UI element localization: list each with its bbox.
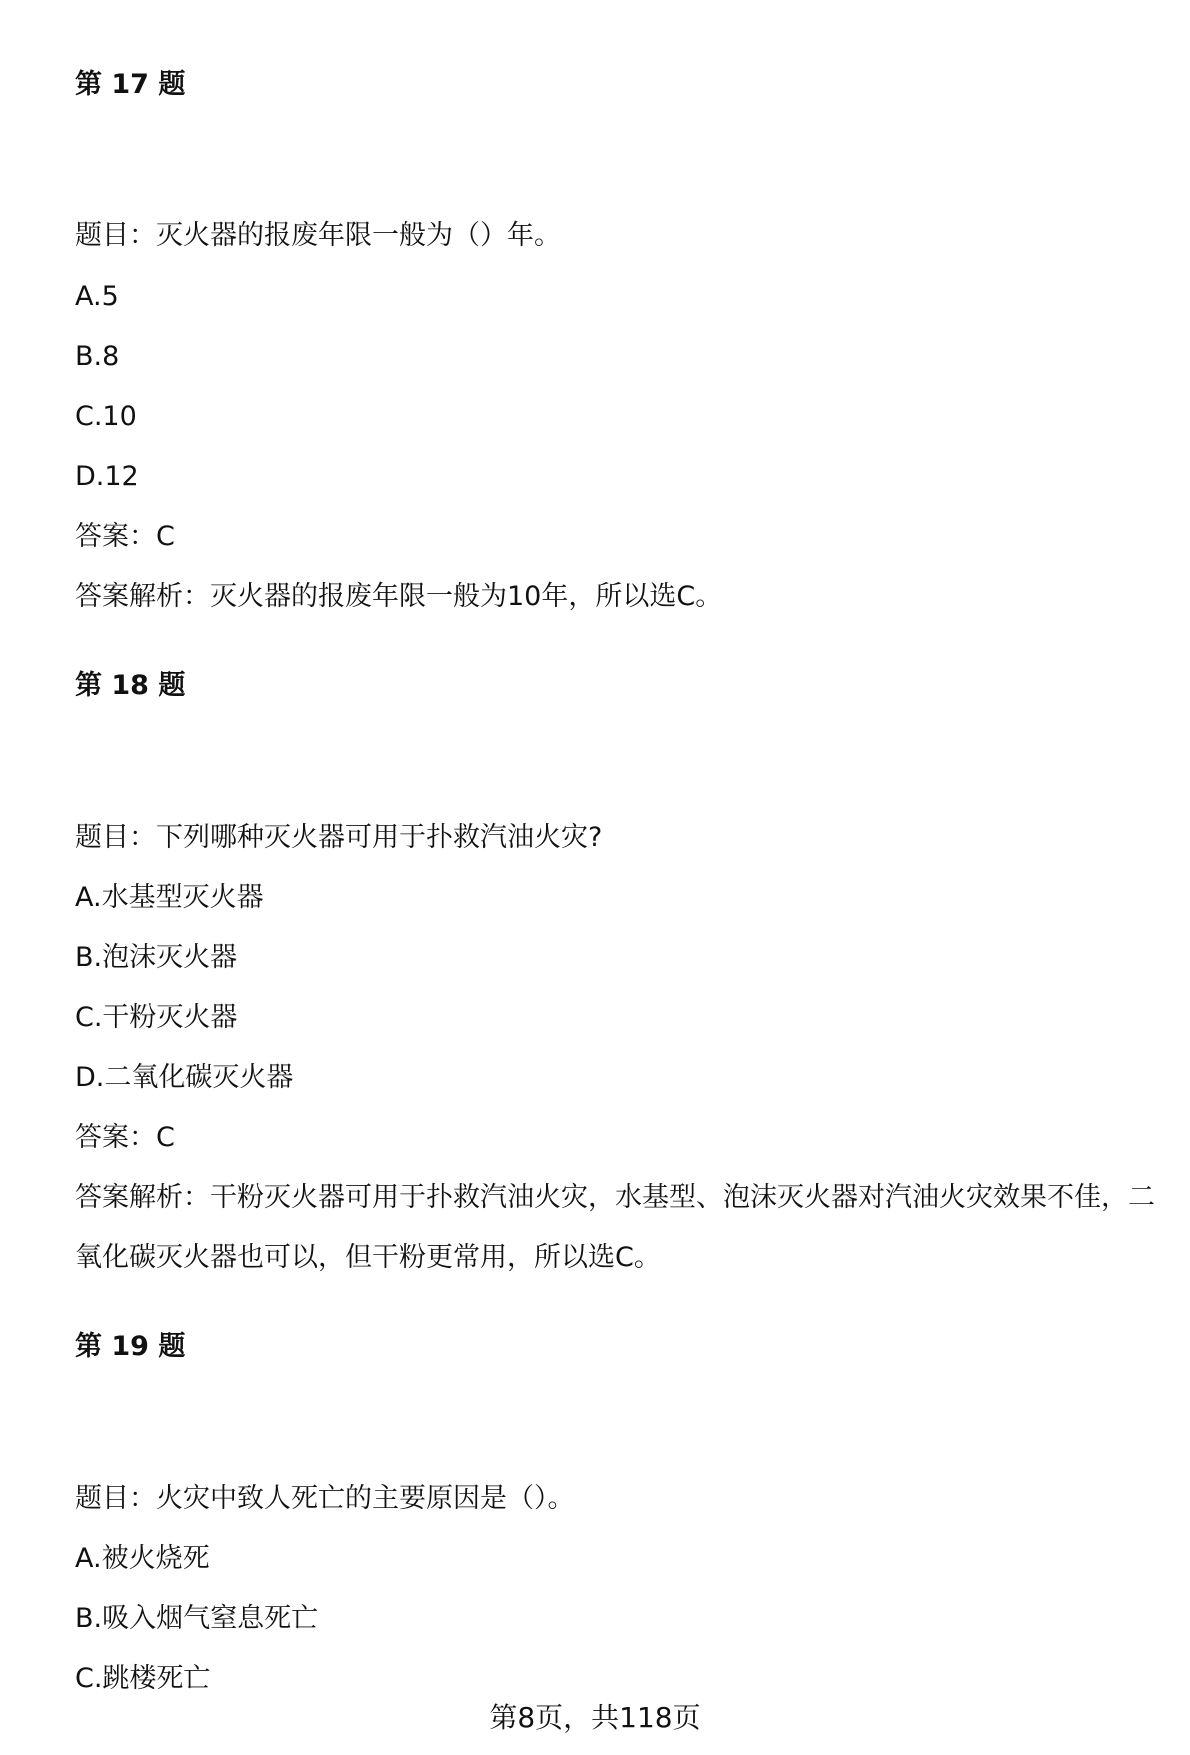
question-18-option-c: C.干粉灭火器: [75, 1002, 238, 1033]
page-number-footer: 第8页，共118页: [489, 1701, 701, 1734]
question-17-option-c: C.10: [75, 401, 137, 432]
question-17-answer: 答案：C: [75, 521, 175, 552]
question-19-heading: 第 19 题: [75, 1331, 186, 1362]
question-19-option-b: B.吸入烟气窒息死亡: [75, 1603, 319, 1634]
question-17-explanation: 答案解析：灭火器的报废年限一般为10年，所以选C。: [75, 581, 723, 612]
question-18-stem: 题目：下列哪种灭火器可用于扑救汽油火灾?: [75, 822, 603, 853]
question-18-explanation: 答案解析：干粉灭火器可用于扑救汽油火灾，水基型、泡沫灭火器对汽油火灾效果不佳，二氧化碳灭火器也可以，但干粉更常用，所以选C。: [75, 1182, 1155, 1273]
question-17-heading: 第 17 题: [75, 69, 186, 100]
question-19-stem: 题目：火灾中致人死亡的主要原因是（）。: [75, 1483, 575, 1514]
question-18-answer: 答案：C: [75, 1122, 175, 1153]
question-17-option-d: D.12: [75, 461, 139, 492]
question-18-option-a: A.水基型灭火器: [75, 882, 264, 913]
question-19-option-a: A.被火烧死: [75, 1543, 210, 1574]
question-17-option-b: B.8: [75, 341, 120, 372]
question-18-option-d: D.二氧化碳灭火器: [75, 1062, 294, 1093]
question-17-stem: 题目：灭火器的报废年限一般为（）年。: [75, 220, 561, 251]
question-18-option-b: B.泡沫灭火器: [75, 942, 238, 973]
question-19-option-c: C.跳楼死亡: [75, 1663, 211, 1694]
question-17-option-a: A.5: [75, 281, 119, 312]
question-18-heading: 第 18 题: [75, 670, 186, 701]
